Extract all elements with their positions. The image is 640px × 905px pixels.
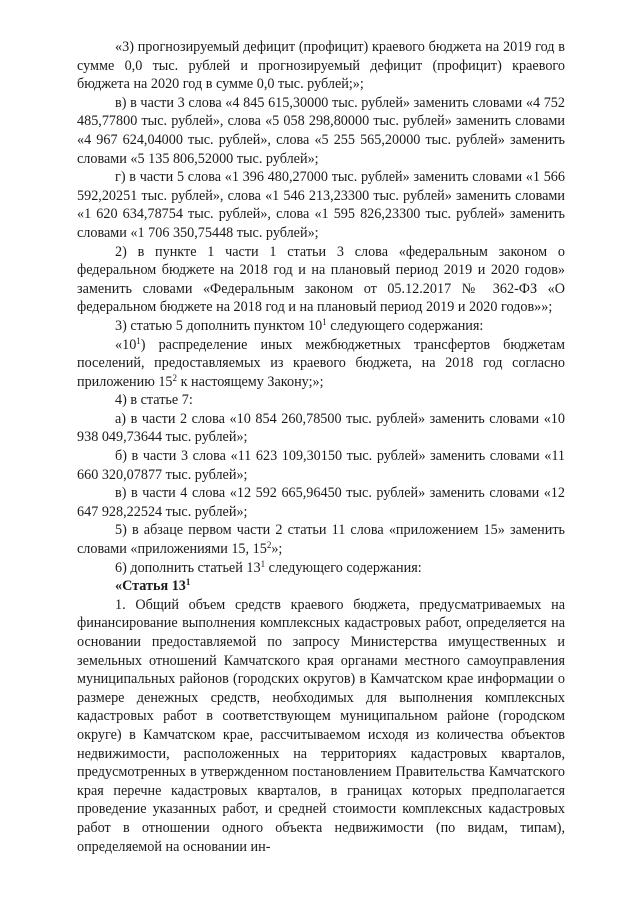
paragraph-article-7-b: б) в части 3 слова «11 623 109,30150 тыс. рублей» заменить словами «11 660 320,07877 тыс. рублей»; — [77, 448, 565, 483]
paragraph-article-3: 2) в пункте 1 части 1 статьи 3 слова «федеральным законом о федеральном бюджете на 2018 год и на плановый период 2019 и 2020 годов» заменить словами «Федеральным законом от 05.12.2017 № 362-ФЗ «О федеральном бюджете на 2018 год и на плановый период 2019 и 2020 годов»»; — [77, 243, 565, 316]
paragraph-part-5: г) в части 5 слова «1 396 480,27000 тыс. рублей» заменить словами «1 566 592,20251 тыс. рублей», слова «1 546 213,23300 тыс. рублей» заменить словами «1 620 634,78754 тыс. рублей», слова «1 595 826,23300 тыс. рублей» заменить словами «1 706 350,75448 тыс. рублей»; — [77, 169, 565, 241]
paragraph-article-7-c: в) в части 4 слова «12 592 665,96450 тыс. рублей» заменить словами «12 647 928,22524 тыс. рублей»; — [77, 485, 565, 520]
paragraph-part-3: в) в части 3 слова «4 845 615,30000 тыс. рублей» заменить словами «4 752 485,77800 тыс. рублей», слова «5 058 298,80000 тыс. рублей» заменить словами «4 967 624,04000 тыс. рублей», слова «5 255 565,20000 тыс. рублей» заменить словами «5 135 806,52000 тыс. рублей»; — [77, 94, 565, 167]
article-heading: «Статья $13^1$ — [115, 577, 191, 595]
document-page — [77, 38, 565, 856]
paragraph-point-10-1: «$10^1$) распределение иных межбюджетных трансфертов бюджетам поселений, предоставляемых из краевого бюджета, на 2018 год согласно приложению $15^2$ к настоящему Закону;»; — [77, 335, 565, 390]
paragraph-article-5: 3) статью 5 дополнить пунктом $10^1$ следующего содержания: — [115, 316, 484, 334]
paragraph-deficit: «3) прогнозируемый дефицит (профицит) краевого бюджета на 2019 год в сумме 0,0 тыс. рублей и прогнозируемый дефицит (профицит) краевого бюджета на 2020 год в сумме 0,0 тыс. рублей;»; — [77, 39, 565, 93]
paragraph-article-7: 4) в статье 7: — [115, 392, 193, 409]
paragraph-article-11: 5) в абзаце первом части 2 статьи 11 слова «приложением 15» заменить словами «приложениями 15, $15^2$»; — [77, 522, 565, 558]
paragraph-article-7-a: а) в части 2 слова «10 854 260,78500 тыс. рублей» заменить словами «10 938 049,73644 тыс. рублей»; — [77, 410, 565, 446]
paragraph-article-13-1-intro: 6) дополнить статьей $13^1$ следующего содержания: — [115, 558, 422, 576]
paragraph-article-13-1-part-1: 1. Общий объем средств краевого бюджета, предусматриваемых на финансирование выполнения комплексных кадастровых работ, определяется на основании предоставляемой по запросу Министерства имущественных и земельных отношений Камчатского края органами местного самоуправления муниципальных районов (городских округов) в Камчатском крае информации о размере денежных средств, необходимых для выполнения комплексных кадастровых работ в соответствующем муниципальном районе (городском округе) в Камчатском крае, рассчитываемом исходя из количества объектов недвижимости, расположенных на территориях кадастровых кварталов, предусмотренных в утвержденном постановлением Правительства Камчатского края перечне кадастровых кварталов, в границах которых предполагается проведение указанных работ, и средней стоимости комплексных кадастровых работ в отношении одного объекта недвижимости (по видам, типам), определяемой на основании ин- — [77, 596, 565, 855]
